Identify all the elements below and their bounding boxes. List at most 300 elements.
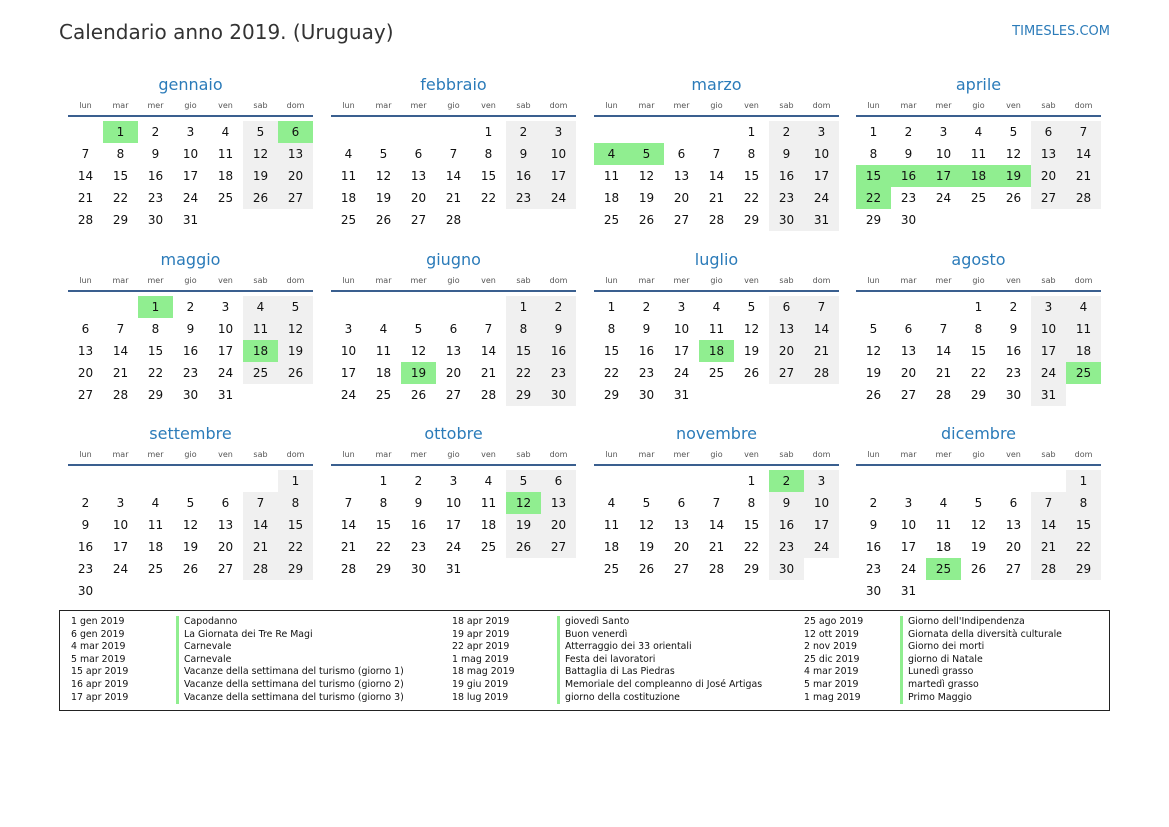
weekday-label: dom — [812, 276, 831, 285]
day-cell: 30 — [410, 562, 427, 576]
weekday-label: gio — [972, 450, 985, 459]
month-divider — [331, 290, 576, 292]
weekday-label: mar — [112, 101, 129, 110]
day-cell: 20 — [900, 366, 917, 380]
day-cell: 27 — [769, 362, 804, 384]
weekday-label: mer — [673, 276, 690, 285]
day-cell: 29 — [147, 388, 164, 402]
day-cell: 14 — [708, 169, 725, 183]
month-name: agosto — [951, 250, 1006, 269]
day-cell: 20 — [77, 366, 94, 380]
day-cell: 8 — [869, 147, 878, 161]
day-cell: 7 — [712, 496, 721, 510]
weekday-label: ven — [744, 450, 759, 459]
day-cell: 16 — [77, 540, 94, 554]
day-cell: 3 — [221, 300, 230, 314]
month-divider — [594, 290, 839, 292]
day-cell: 7 — [116, 322, 125, 336]
month-name: gennaio — [158, 75, 223, 94]
day-cell: 10 — [445, 496, 462, 510]
day-cell: 21 — [243, 536, 278, 558]
day-cell: 10 — [217, 322, 234, 336]
day-cell: 9 — [869, 518, 878, 532]
weekday-label: mer — [673, 101, 690, 110]
day-cell: 4 — [484, 474, 493, 488]
day-cell: 13 — [278, 143, 313, 165]
day-cell: 12 — [1005, 147, 1022, 161]
day-cell: 24 — [182, 191, 199, 205]
day-cell: 14 — [445, 169, 462, 183]
month-ottobre — [331, 424, 576, 602]
day-cell: 9 — [151, 147, 160, 161]
weekday-label: ven — [481, 450, 496, 459]
day-cell: 4 — [221, 125, 230, 139]
legend-name: Primo Maggio — [900, 692, 1062, 705]
day-cell: 6 — [1009, 496, 1018, 510]
day-cell: 7 — [484, 322, 493, 336]
day-cell-holiday: 25 — [926, 558, 961, 580]
weekday-label: ven — [218, 101, 233, 110]
legend-name: Lunedì grasso — [900, 666, 1062, 679]
day-cell: 24 — [900, 562, 917, 576]
weekday-label: lun — [79, 450, 92, 459]
day-cell: 18 — [603, 191, 620, 205]
day-cell-holiday: 1 — [138, 296, 173, 318]
weekday-label: mar — [112, 276, 129, 285]
month-novembre — [594, 424, 839, 602]
day-cell: 9 — [81, 518, 90, 532]
weekday-label: sab — [1041, 276, 1056, 285]
legend-date: 1 mag 2019 — [452, 653, 509, 665]
day-cell: 16 — [410, 518, 427, 532]
day-cell: 9 — [1009, 322, 1018, 336]
day-cell: 12 — [638, 169, 655, 183]
day-cell: 28 — [935, 388, 952, 402]
legend-date: 19 giu 2019 — [452, 678, 509, 690]
day-cell: 9 — [414, 496, 423, 510]
day-cell: 3 — [1031, 296, 1066, 318]
day-cell: 13 — [673, 169, 690, 183]
day-cell: 11 — [603, 169, 620, 183]
page-title: Calendario anno 2019. (Uruguay) — [59, 20, 394, 44]
day-cell: 29 — [865, 213, 882, 227]
day-cell: 10 — [182, 147, 199, 161]
day-cell: 1 — [974, 300, 983, 314]
day-cell: 1 — [1066, 470, 1101, 492]
day-cell: 28 — [1066, 187, 1101, 209]
day-cell: 23 — [1005, 366, 1022, 380]
day-cell: 16 — [638, 344, 655, 358]
weekday-label: dom — [286, 450, 305, 459]
legend-name: Carnevale — [176, 654, 404, 667]
day-cell: 23 — [182, 366, 199, 380]
day-cell: 15 — [603, 344, 620, 358]
day-cell: 10 — [935, 147, 952, 161]
day-cell: 28 — [340, 562, 357, 576]
day-cell: 26 — [278, 362, 313, 384]
legend-date: 25 dic 2019 — [804, 653, 860, 665]
day-cell: 27 — [673, 562, 690, 576]
day-cell: 22 — [506, 362, 541, 384]
day-cell: 15 — [1066, 514, 1101, 536]
legend-date: 1 mag 2019 — [804, 691, 861, 703]
day-cell: 26 — [243, 187, 278, 209]
day-cell: 1 — [747, 474, 756, 488]
day-cell: 16 — [182, 344, 199, 358]
day-cell: 17 — [182, 169, 199, 183]
day-cell: 5 — [642, 496, 651, 510]
day-cell: 24 — [673, 366, 690, 380]
month-name: ottobre — [424, 424, 483, 443]
legend-name: Giorno dei morti — [900, 641, 1062, 654]
day-cell: 29 — [278, 558, 313, 580]
day-cell: 20 — [410, 191, 427, 205]
month-name: dicembre — [940, 424, 1017, 443]
month-name: aprile — [955, 75, 1002, 94]
weekday-label: mer — [147, 276, 164, 285]
weekday-label: dom — [1074, 450, 1093, 459]
day-cell: 13 — [217, 518, 234, 532]
weekday-label: dom — [286, 101, 305, 110]
day-cell: 9 — [769, 143, 804, 165]
day-cell: 6 — [1031, 121, 1066, 143]
day-cell: 27 — [1005, 562, 1022, 576]
weekday-label: dom — [1074, 276, 1093, 285]
day-cell: 12 — [243, 143, 278, 165]
day-cell: 30 — [1005, 388, 1022, 402]
day-cell: 30 — [865, 584, 882, 598]
legend-name: giorno di Natale — [900, 654, 1062, 667]
day-cell: 15 — [743, 518, 760, 532]
weekday-label: lun — [605, 450, 618, 459]
day-cell: 3 — [904, 496, 913, 510]
day-cell: 19 — [243, 165, 278, 187]
day-cell: 30 — [147, 213, 164, 227]
weekday-label: mer — [935, 276, 952, 285]
weekday-label: sab — [516, 101, 531, 110]
day-cell: 2 — [541, 296, 576, 318]
weekday-label: ven — [481, 101, 496, 110]
day-cell: 5 — [278, 296, 313, 318]
day-cell: 6 — [904, 322, 913, 336]
day-cell: 20 — [1031, 165, 1066, 187]
day-cell: 17 — [1031, 340, 1066, 362]
day-cell: 15 — [970, 344, 987, 358]
day-cell: 18 — [147, 540, 164, 554]
weekday-label: dom — [549, 450, 568, 459]
day-cell: 1 — [869, 125, 878, 139]
day-cell: 17 — [804, 514, 839, 536]
day-cell-holiday: 12 — [506, 492, 541, 514]
day-cell: 30 — [541, 384, 576, 406]
day-cell: 25 — [375, 388, 392, 402]
day-cell-holiday: 18 — [961, 165, 996, 187]
day-cell: 23 — [147, 191, 164, 205]
day-cell: 20 — [278, 165, 313, 187]
month-luglio — [594, 250, 839, 428]
day-cell: 21 — [77, 191, 94, 205]
day-cell: 24 — [935, 191, 952, 205]
day-cell: 26 — [375, 213, 392, 227]
day-cell: 4 — [379, 322, 388, 336]
legend-name: giovedì Santo — [557, 616, 762, 629]
month-maggio — [68, 250, 313, 428]
day-cell: 2 — [869, 496, 878, 510]
day-cell: 24 — [804, 536, 839, 558]
day-cell: 18 — [480, 518, 497, 532]
legend-date: 4 mar 2019 — [71, 641, 126, 653]
weekday-label: ven — [1006, 450, 1021, 459]
brand-link[interactable]: TIMESLES.COM — [1012, 24, 1110, 39]
day-cell: 24 — [217, 366, 234, 380]
day-cell: 7 — [804, 296, 839, 318]
day-cell: 24 — [340, 388, 357, 402]
day-cell-holiday: 19 — [996, 165, 1031, 187]
month-dicembre — [856, 424, 1101, 602]
day-cell: 10 — [900, 518, 917, 532]
day-cell: 22 — [970, 366, 987, 380]
legend-name: Carnevale — [176, 641, 404, 654]
day-cell: 21 — [340, 540, 357, 554]
day-cell-holiday: 15 — [856, 165, 891, 187]
legend-name: Vacanze della settimana del turismo (giorno 3) — [176, 692, 404, 705]
month-divider — [594, 464, 839, 466]
day-cell: 21 — [1066, 165, 1101, 187]
weekday-label: mer — [673, 450, 690, 459]
day-cell: 14 — [243, 514, 278, 536]
day-cell: 12 — [375, 169, 392, 183]
day-cell: 2 — [414, 474, 423, 488]
day-cell: 11 — [708, 322, 725, 336]
month-name: marzo — [691, 75, 742, 94]
day-cell: 26 — [638, 562, 655, 576]
weekday-label: gio — [184, 101, 197, 110]
day-cell: 24 — [804, 187, 839, 209]
day-cell: 20 — [445, 366, 462, 380]
weekday-label: gio — [710, 276, 723, 285]
day-cell: 22 — [480, 191, 497, 205]
day-cell: 5 — [506, 470, 541, 492]
legend-name: Buon venerdì — [557, 629, 762, 642]
day-cell: 13 — [900, 344, 917, 358]
day-cell: 14 — [77, 169, 94, 183]
day-cell: 7 — [243, 492, 278, 514]
day-cell: 11 — [243, 318, 278, 340]
month-name: settembre — [149, 424, 232, 443]
day-cell: 31 — [1031, 384, 1066, 406]
day-cell: 7 — [712, 147, 721, 161]
day-cell: 31 — [900, 584, 917, 598]
day-cell: 29 — [506, 384, 541, 406]
weekday-label: mer — [147, 450, 164, 459]
day-cell: 1 — [484, 125, 493, 139]
day-cell: 27 — [541, 536, 576, 558]
weekday-label: sab — [779, 101, 794, 110]
day-cell: 30 — [769, 209, 804, 231]
legend-date: 18 apr 2019 — [452, 616, 510, 627]
day-cell: 3 — [186, 125, 195, 139]
day-cell: 9 — [506, 143, 541, 165]
day-cell: 4 — [344, 147, 353, 161]
day-cell: 27 — [900, 388, 917, 402]
legend-date: 18 lug 2019 — [452, 691, 509, 703]
day-cell: 28 — [708, 213, 725, 227]
month-name: maggio — [160, 250, 221, 269]
day-cell: 18 — [603, 540, 620, 554]
day-cell: 19 — [638, 540, 655, 554]
weekday-label: lun — [867, 276, 880, 285]
legend-date: 19 apr 2019 — [452, 628, 510, 640]
legend-date: 22 apr 2019 — [452, 641, 510, 653]
day-cell: 25 — [147, 562, 164, 576]
weekday-label: mer — [410, 101, 427, 110]
weekday-label: dom — [1074, 101, 1093, 110]
day-cell: 19 — [970, 540, 987, 554]
day-cell: 8 — [379, 496, 388, 510]
weekday-label: lun — [867, 450, 880, 459]
day-cell: 8 — [484, 147, 493, 161]
day-cell: 13 — [1031, 143, 1066, 165]
day-cell: 8 — [151, 322, 160, 336]
day-cell: 29 — [743, 562, 760, 576]
weekday-label: sab — [779, 450, 794, 459]
weekday-label: mar — [900, 450, 917, 459]
month-divider — [331, 464, 576, 466]
day-cell: 11 — [935, 518, 952, 532]
day-cell: 3 — [116, 496, 125, 510]
day-cell: 1 — [747, 125, 756, 139]
day-cell: 18 — [935, 540, 952, 554]
day-cell: 17 — [673, 344, 690, 358]
day-cell: 30 — [182, 388, 199, 402]
day-cell: 7 — [81, 147, 90, 161]
weekday-label: lun — [605, 276, 618, 285]
day-cell: 13 — [445, 344, 462, 358]
day-cell: 30 — [900, 213, 917, 227]
day-cell: 3 — [344, 322, 353, 336]
legend-name: Vacanze della settimana del turismo (giorno 1) — [176, 666, 404, 679]
day-cell: 3 — [939, 125, 948, 139]
weekday-label: mar — [900, 276, 917, 285]
month-marzo — [594, 75, 839, 253]
day-cell: 24 — [1031, 362, 1066, 384]
weekday-label: gio — [972, 101, 985, 110]
day-cell: 8 — [747, 496, 756, 510]
day-cell-holiday: 5 — [629, 143, 664, 165]
day-cell-holiday: 6 — [278, 121, 313, 143]
day-cell-holiday: 1 — [103, 121, 138, 143]
day-cell: 21 — [708, 191, 725, 205]
weekday-label: sab — [253, 276, 268, 285]
day-cell: 5 — [974, 496, 983, 510]
month-gennaio — [68, 75, 313, 253]
weekday-label: ven — [218, 276, 233, 285]
day-cell: 27 — [77, 388, 94, 402]
day-cell: 18 — [217, 169, 234, 183]
day-cell: 2 — [81, 496, 90, 510]
legend-date: 2 nov 2019 — [804, 641, 858, 653]
day-cell: 18 — [375, 366, 392, 380]
legend-name: Atterraggio dei 33 orientali — [557, 641, 762, 654]
day-cell: 16 — [865, 540, 882, 554]
day-cell: 6 — [541, 470, 576, 492]
day-cell: 1 — [379, 474, 388, 488]
day-cell: 20 — [769, 340, 804, 362]
day-cell: 9 — [904, 147, 913, 161]
day-cell: 27 — [445, 388, 462, 402]
day-cell: 13 — [769, 318, 804, 340]
day-cell: 20 — [673, 540, 690, 554]
weekday-label: dom — [549, 276, 568, 285]
day-cell: 14 — [340, 518, 357, 532]
month-divider — [68, 464, 313, 466]
weekday-label: mer — [147, 101, 164, 110]
day-cell: 22 — [743, 191, 760, 205]
day-cell: 29 — [743, 213, 760, 227]
day-cell: 13 — [410, 169, 427, 183]
day-cell: 20 — [541, 514, 576, 536]
month-giugno — [331, 250, 576, 428]
day-cell: 11 — [480, 496, 497, 510]
legend-name: Memoriale del compleanno di José Artigas — [557, 679, 762, 692]
day-cell: 14 — [708, 518, 725, 532]
day-cell: 2 — [186, 300, 195, 314]
day-cell: 8 — [1066, 492, 1101, 514]
day-cell: 19 — [638, 191, 655, 205]
weekday-label: mer — [935, 450, 952, 459]
day-cell: 14 — [480, 344, 497, 358]
month-divider — [331, 115, 576, 117]
day-cell: 19 — [278, 340, 313, 362]
month-divider — [594, 115, 839, 117]
day-cell: 9 — [186, 322, 195, 336]
day-cell: 18 — [1066, 340, 1101, 362]
day-cell: 3 — [804, 121, 839, 143]
day-cell: 15 — [743, 169, 760, 183]
day-cell: 17 — [445, 518, 462, 532]
day-cell: 25 — [217, 191, 234, 205]
day-cell: 8 — [974, 322, 983, 336]
day-cell: 22 — [112, 191, 129, 205]
day-cell: 2 — [151, 125, 160, 139]
weekday-label: gio — [184, 450, 197, 459]
weekday-label: mar — [375, 276, 392, 285]
legend-date: 16 apr 2019 — [71, 678, 129, 690]
weekday-label: lun — [605, 101, 618, 110]
legend-dates-col2 — [452, 616, 515, 704]
day-cell: 4 — [974, 125, 983, 139]
day-cell: 12 — [865, 344, 882, 358]
day-cell: 2 — [1009, 300, 1018, 314]
legend-name: Giornata della diversità culturale — [900, 629, 1062, 642]
day-cell: 28 — [112, 388, 129, 402]
weekday-label: mar — [638, 450, 655, 459]
day-cell: 17 — [541, 165, 576, 187]
day-cell: 24 — [445, 540, 462, 554]
day-cell: 23 — [410, 540, 427, 554]
weekday-label: mer — [410, 450, 427, 459]
day-cell: 15 — [480, 169, 497, 183]
day-cell: 19 — [182, 540, 199, 554]
day-cell: 3 — [804, 470, 839, 492]
weekday-label: mar — [375, 101, 392, 110]
day-cell: 15 — [147, 344, 164, 358]
day-cell: 12 — [182, 518, 199, 532]
day-cell-holiday: 4 — [594, 143, 629, 165]
day-cell: 15 — [278, 514, 313, 536]
day-cell: 26 — [410, 388, 427, 402]
day-cell: 1 — [506, 296, 541, 318]
